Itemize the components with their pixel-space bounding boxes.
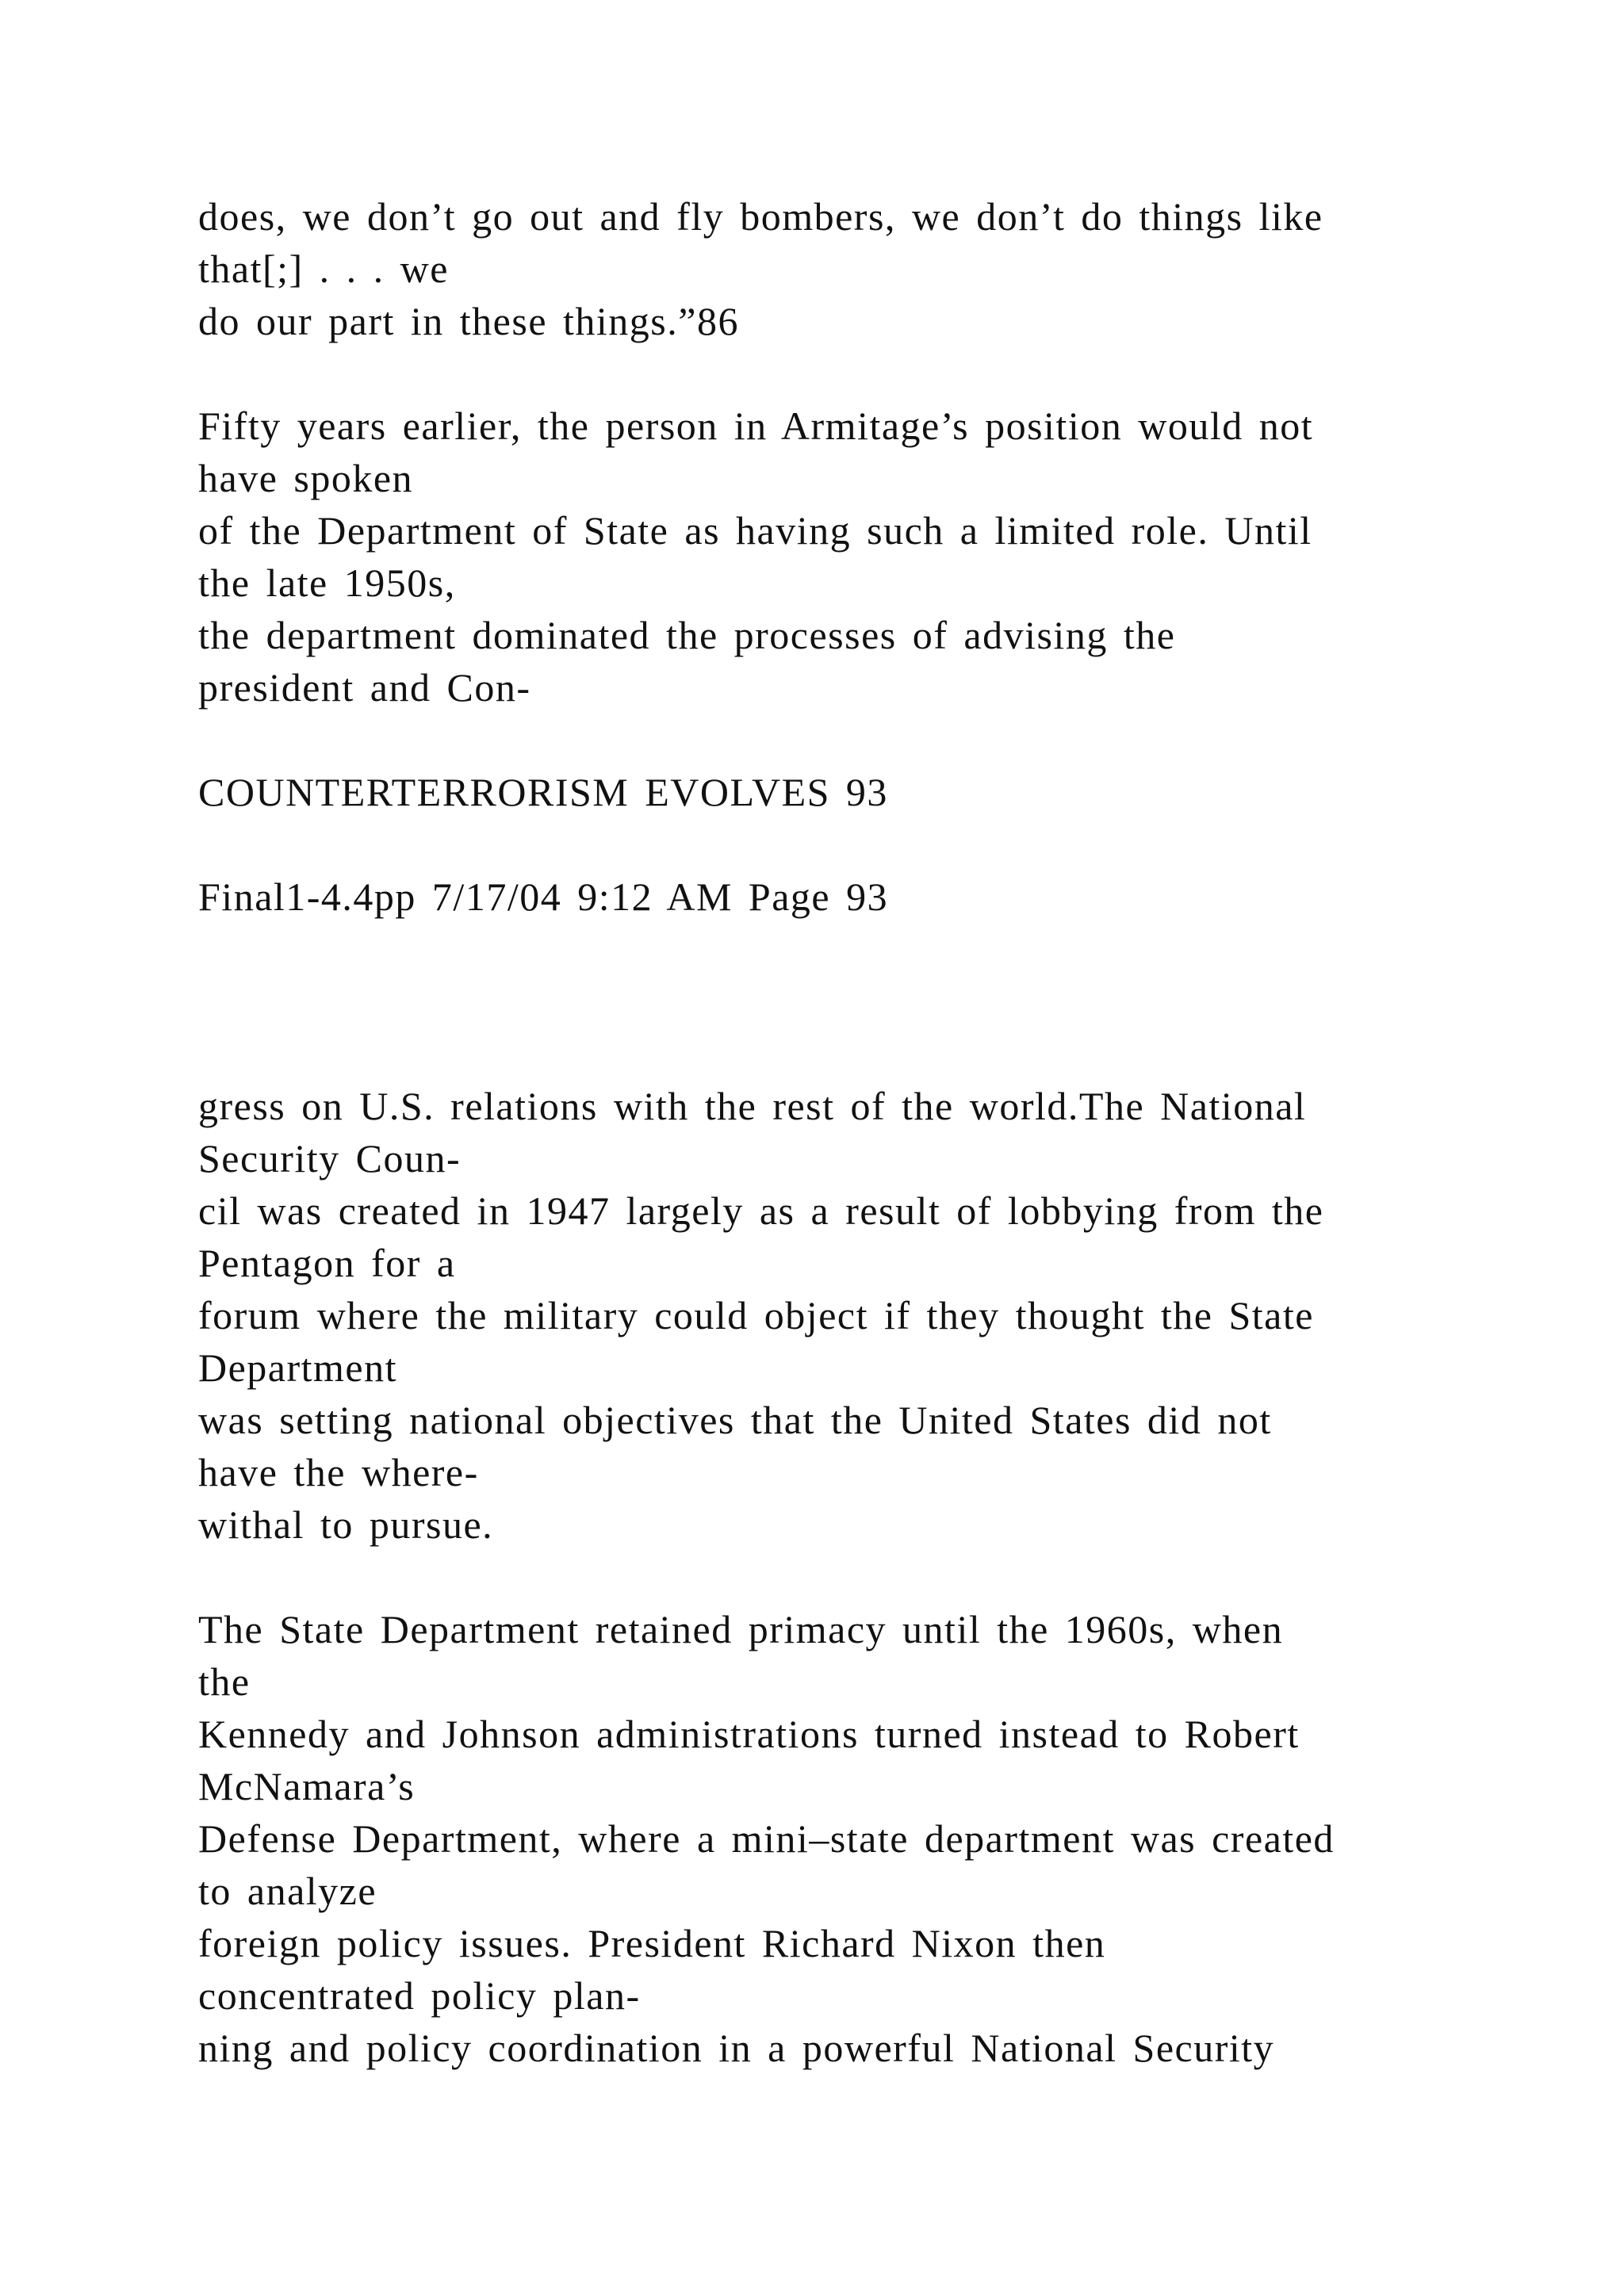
text-line: withal to pursue.	[198, 1502, 494, 1547]
text-line: have the where-	[198, 1450, 479, 1494]
text-line: forum where the military could object if they thought the State	[198, 1293, 1314, 1337]
text-line: cil was created in 1947 largely as a result of lobbying from the	[198, 1188, 1324, 1233]
text-line: do our part in these things.”86	[198, 299, 739, 343]
print-slug: Final1-4.4pp 7/17/04 9:12 AM Page 93	[198, 874, 889, 919]
text-line: the late 1950s,	[198, 561, 456, 605]
text-line: of the Department of State as having such a limited role. Until	[198, 508, 1312, 553]
page-break-gap	[198, 923, 1483, 1080]
text-line: have spoken	[198, 456, 414, 500]
paragraph-state-primacy	[198, 1603, 1483, 2074]
text-line: Pentagon for a	[198, 1241, 456, 1285]
text-line: the department dominated the processes of advising the	[198, 613, 1176, 657]
paragraph-spacer	[198, 818, 1483, 871]
text-line: to analyze	[198, 1869, 377, 1913]
paragraph-spacer	[198, 714, 1483, 766]
paragraph-quote-end	[198, 190, 1483, 347]
text-line: concentrated policy plan-	[198, 1973, 641, 2018]
text-line: foreign policy issues. President Richard Nixon then	[198, 1921, 1106, 1965]
text-line: president and Con-	[198, 665, 531, 710]
text-line: that[;] . . . we	[198, 247, 449, 291]
paragraph-spacer	[198, 1551, 1483, 1603]
document-page	[198, 190, 1483, 2074]
text-line: ning and policy coordination in a powerful National Security	[198, 2026, 1275, 2070]
text-line: was setting national objectives that the United States did not	[198, 1398, 1272, 1442]
text-line: Fifty years earlier, the person in Armitage’s position would not	[198, 404, 1314, 448]
running-footer: COUNTERTERRORISM EVOLVES 93	[198, 770, 888, 814]
text-line: The State Department retained primacy until the 1960s, when	[198, 1607, 1284, 1651]
text-line: does, we don’t go out and fly bombers, we don’t do things like	[198, 194, 1323, 239]
text-line: Kennedy and Johnson administrations turned instead to Robert	[198, 1712, 1300, 1756]
text-line: McNamara’s	[198, 1764, 416, 1808]
text-line: Defense Department, where a mini–state department was created	[198, 1816, 1335, 1861]
text-line: Department	[198, 1345, 398, 1390]
text-line: gress on U.S. relations with the rest of the world.The National	[198, 1084, 1307, 1128]
paragraph-fifty-years	[198, 400, 1483, 714]
text-line: Security Coun-	[198, 1136, 462, 1181]
text-line: the	[198, 1659, 251, 1704]
paragraph-nsc	[198, 1080, 1483, 1551]
paragraph-spacer	[198, 347, 1483, 400]
